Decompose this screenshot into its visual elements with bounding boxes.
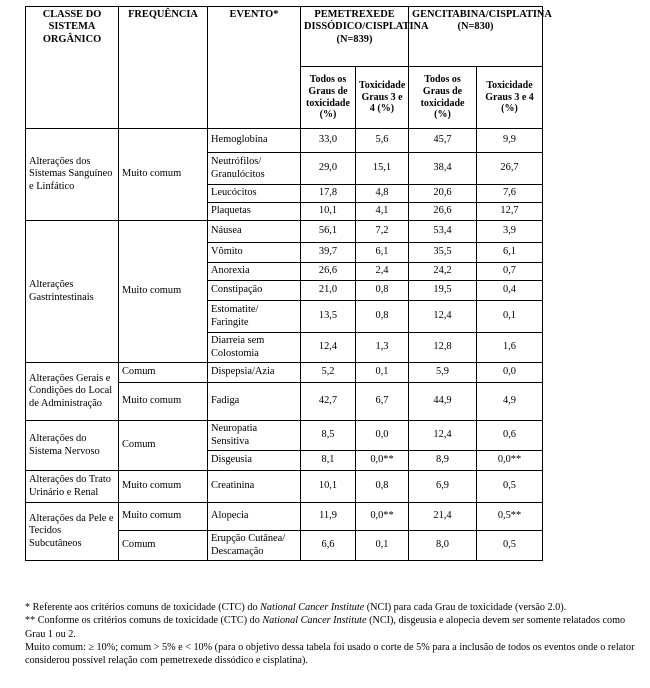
pem-grade34-cell: 1,3	[356, 333, 409, 363]
event-cell: Dispepsia/Azia	[208, 363, 301, 383]
gem-grade34-cell: 0,4	[477, 281, 543, 301]
pem-all-grades-cell: 29,0	[301, 153, 356, 185]
pem-all-grades-cell: 21,0	[301, 281, 356, 301]
pem-grade34-cell: 15,1	[356, 153, 409, 185]
table-row	[26, 471, 543, 503]
event-cell: Fadiga	[208, 383, 301, 421]
event-cell: Creatinina	[208, 471, 301, 503]
gem-grade34-cell: 12,7	[477, 203, 543, 221]
gem-all-grades-cell: 12,4	[409, 421, 477, 451]
event-cell: Erupção Cutânea/ Descamação	[208, 531, 301, 561]
event-cell: Neutrófilos/ Granulócitos	[208, 153, 301, 185]
frequency-cell: Muito comum	[119, 383, 208, 421]
pem-all-grades-cell: 33,0	[301, 129, 356, 153]
pem-all-grades-cell: 8,1	[301, 451, 356, 471]
pem-all-grades-cell: 42,7	[301, 383, 356, 421]
frequency-cell: Muito comum	[119, 221, 208, 363]
gem-all-grades-cell: 20,6	[409, 185, 477, 203]
event-cell: Plaquetas	[208, 203, 301, 221]
pem-grade34-cell: 0,0**	[356, 451, 409, 471]
pem-all-grades-cell: 13,5	[301, 301, 356, 333]
subheader-pem-all-grades: Todos os Graus de toxicidade (%)	[301, 67, 356, 129]
gem-all-grades-cell: 53,4	[409, 221, 477, 243]
pem-grade34-cell: 0,1	[356, 531, 409, 561]
gem-all-grades-cell: 12,8	[409, 333, 477, 363]
gem-grade34-cell: 26,7	[477, 153, 543, 185]
pem-all-grades-cell: 11,9	[301, 503, 356, 531]
subheader-pem-grade34: Toxicidade Graus 3 e 4 (%)	[356, 67, 409, 129]
gem-grade34-cell: 7,6	[477, 185, 543, 203]
pem-grade34-cell: 7,2	[356, 221, 409, 243]
pem-grade34-cell: 2,4	[356, 263, 409, 281]
organ-class-cell: Alterações da Pele e Tecidos Subcutâneos	[26, 503, 119, 561]
table-row	[26, 129, 543, 153]
gem-grade34-cell: 6,1	[477, 243, 543, 263]
gem-all-grades-cell: 8,0	[409, 531, 477, 561]
event-cell: Anorexia	[208, 263, 301, 281]
gem-all-grades-cell: 24,2	[409, 263, 477, 281]
pem-grade34-cell: 0,1	[356, 363, 409, 383]
pem-grade34-cell: 4,1	[356, 203, 409, 221]
frequency-cell: Comum	[119, 363, 208, 383]
frequency-cell: Comum	[119, 531, 208, 561]
gem-grade34-cell: 0,7	[477, 263, 543, 281]
event-cell: Náusea	[208, 221, 301, 243]
event-cell: Vômito	[208, 243, 301, 263]
pem-grade34-cell: 5,6	[356, 129, 409, 153]
gem-all-grades-cell: 38,4	[409, 153, 477, 185]
header-event: EVENTO*	[208, 7, 301, 129]
gem-grade34-cell: 0,5	[477, 471, 543, 503]
event-cell: Alopecia	[208, 503, 301, 531]
pem-all-grades-cell: 39,7	[301, 243, 356, 263]
gem-grade34-cell: 0,6	[477, 421, 543, 451]
pem-grade34-cell: 0,8	[356, 281, 409, 301]
pem-all-grades-cell: 6,6	[301, 531, 356, 561]
pem-all-grades-cell: 26,6	[301, 263, 356, 281]
gem-all-grades-cell: 8,9	[409, 451, 477, 471]
event-cell: Estomatite/ Faringite	[208, 301, 301, 333]
table-row	[26, 363, 543, 383]
pem-grade34-cell: 0,0	[356, 421, 409, 451]
event-cell: Disgeusia	[208, 451, 301, 471]
pem-all-grades-cell: 8,5	[301, 421, 356, 451]
adverse-events-table	[25, 6, 552, 561]
gem-all-grades-cell: 12,4	[409, 301, 477, 333]
header-class: CLASSE DO SISTEMA ORGÂNICO	[26, 7, 119, 129]
pem-all-grades-cell: 12,4	[301, 333, 356, 363]
gem-grade34-cell: 9,9	[477, 129, 543, 153]
subheader-gem-grade34: Toxicidade Graus 3 e 4 (%)	[477, 67, 543, 129]
footnote-1: * Referente aos critérios comuns de toxicidade (CTC) do National Cancer Institute (NCI) para cada Grau de toxicidade (versão 2.0).	[25, 602, 567, 613]
pem-grade34-cell: 4,8	[356, 185, 409, 203]
header-row	[26, 7, 543, 67]
gem-all-grades-cell: 44,9	[409, 383, 477, 421]
gem-all-grades-cell: 6,9	[409, 471, 477, 503]
header-frequency: FREQUÊNCIA	[119, 7, 208, 129]
footnote-frequency-definition: Muito comum: ≥ 10%; comum > 5% e < 10% (para o objetivo dessa tabela foi usado o corte de 5% para a inclusão de todos os eventos onde o relator considerou possível relação com pemetrexede dissódico e cisplatina).	[25, 641, 635, 666]
pem-all-grades-cell: 56,1	[301, 221, 356, 243]
event-cell: Neuropatia Sensitiva	[208, 421, 301, 451]
pem-all-grades-cell: 17,8	[301, 185, 356, 203]
gem-all-grades-cell: 19,5	[409, 281, 477, 301]
pem-grade34-cell: 0,0**	[356, 503, 409, 531]
pem-grade34-cell: 6,7	[356, 383, 409, 421]
gem-all-grades-cell: 5,9	[409, 363, 477, 383]
event-cell: Leucócitos	[208, 185, 301, 203]
gem-all-grades-cell: 35,5	[409, 243, 477, 263]
header-pemetrexede: PEMETREXEDE DISSÓDICO/CISPLATINA (N=839)	[301, 7, 409, 67]
pem-grade34-cell: 0,8	[356, 301, 409, 333]
footnotes	[25, 601, 635, 667]
footnote-2: ** Conforme os critérios comuns de toxicidade (CTC) do National Cancer Institute (NCI), disgeusia e alopecia devem ser somente relatados como Grau 1 ou 2.	[25, 615, 626, 640]
organ-class-cell: Alterações Gerais e Condições do Local de Administração	[26, 363, 119, 421]
organ-class-cell: Alterações dos Sistemas Sanguíneo e Linfático	[26, 129, 119, 221]
gem-grade34-cell: 1,6	[477, 333, 543, 363]
pem-all-grades-cell: 5,2	[301, 363, 356, 383]
frequency-cell: Muito comum	[119, 129, 208, 221]
gem-grade34-cell: 0,5**	[477, 503, 543, 531]
organ-class-cell: Alterações do Trato Urinário e Renal	[26, 471, 119, 503]
frequency-cell: Muito comum	[119, 503, 208, 531]
subheader-gem-all-grades: Todos os Graus de toxicidade (%)	[409, 67, 477, 129]
pem-grade34-cell: 6,1	[356, 243, 409, 263]
pem-all-grades-cell: 10,1	[301, 471, 356, 503]
frequency-cell: Muito comum	[119, 471, 208, 503]
organ-class-cell: Alterações Gastrintestinais	[26, 221, 119, 363]
gem-grade34-cell: 0,0**	[477, 451, 543, 471]
frequency-cell: Comum	[119, 421, 208, 471]
table-row	[26, 503, 543, 531]
gem-grade34-cell: 3,9	[477, 221, 543, 243]
table-row	[26, 221, 543, 243]
header-gencitabina: GENCITABINA/CISPLATINA (N=830)	[409, 7, 543, 67]
pem-grade34-cell: 0,8	[356, 471, 409, 503]
table-body	[26, 129, 543, 561]
event-cell: Hemoglobina	[208, 129, 301, 153]
pem-all-grades-cell: 10,1	[301, 203, 356, 221]
organ-class-cell: Alterações do Sistema Nervoso	[26, 421, 119, 471]
gem-grade34-cell: 0,0	[477, 363, 543, 383]
gem-all-grades-cell: 21,4	[409, 503, 477, 531]
event-cell: Diarreia sem Colostomia	[208, 333, 301, 363]
table-row	[26, 421, 543, 451]
gem-grade34-cell: 4,9	[477, 383, 543, 421]
gem-grade34-cell: 0,1	[477, 301, 543, 333]
event-cell: Constipação	[208, 281, 301, 301]
gem-all-grades-cell: 26,6	[409, 203, 477, 221]
gem-grade34-cell: 0,5	[477, 531, 543, 561]
gem-all-grades-cell: 45,7	[409, 129, 477, 153]
